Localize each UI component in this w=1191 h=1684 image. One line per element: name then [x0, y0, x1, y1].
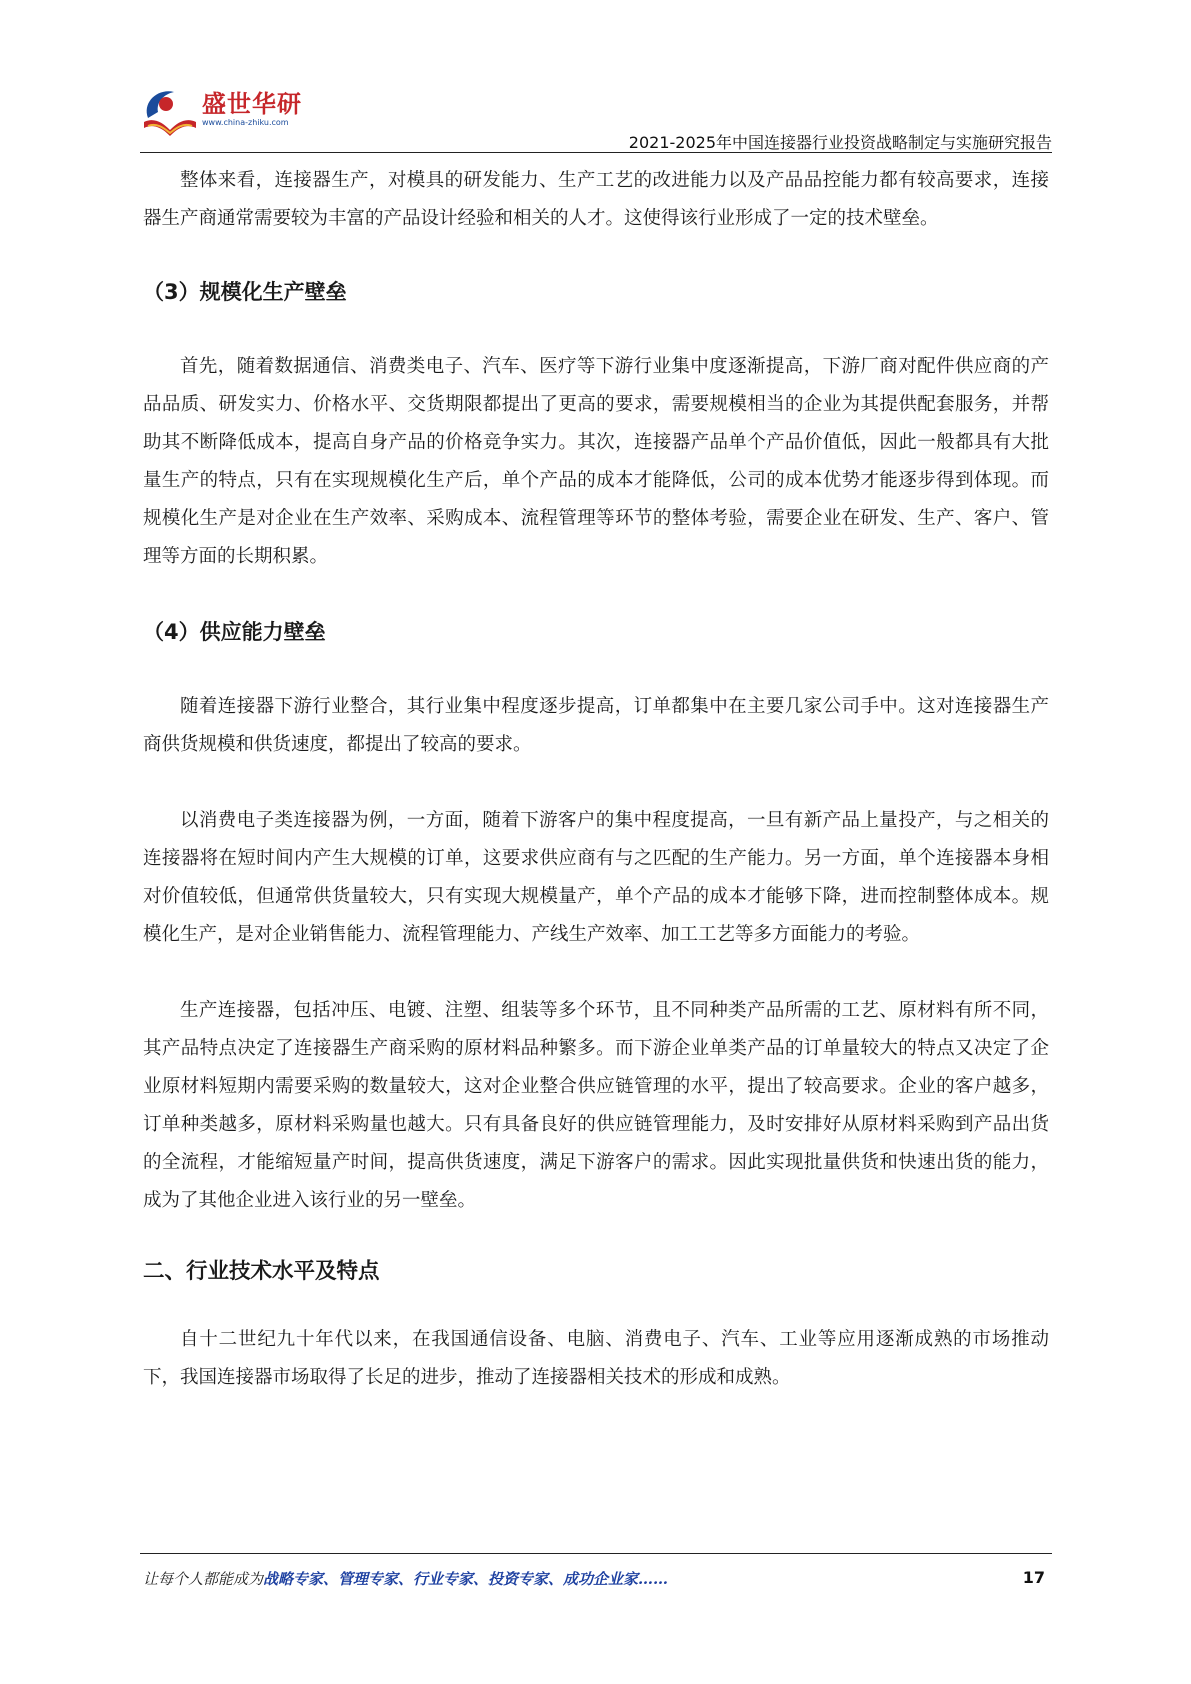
header-divider: [140, 152, 1052, 153]
company-logo: [140, 78, 320, 140]
footer-slogan-roles: 战略专家、管理专家、行业专家、投资专家、成功企业家……: [263, 1570, 669, 1588]
paragraph-overview: 整体来看，连接器生产，对模具的研发能力、生产工艺的改进能力以及产品品控能力都有较高要求，连接器生产商通常需要较为丰富的产品设计经验和相关的人才。这使得该行业形成了一定的技术壁垒。: [143, 170, 1049, 229]
paragraph-scale-barrier: 首先，随着数据通信、消费类电子、汽车、医疗等下游行业集中度逐渐提高，下游厂商对配件供应商的产品品质、研发实力、价格水平、交货期限都提出了更高的要求，需要规模相当的企业为其提供配套服务，并帮助其不断降低成本，提高自身产品的价格竞争实力。其次，连接器产品单个产品价值低，因此一般都具有大批量生产的特点，只有在实现规模化生产后，单个产品的成本才能降低，公司的成本优势才能逐步得到体现。而规模化生产是对企业在生产效率、采购成本、流程管理等环节的整体考验，需要企业在研发、生产、客户、管理等方面的长期积累。: [143, 356, 1049, 567]
paragraph-consumer-example: 以消费电子类连接器为例，一方面，随着下游客户的集中程度提高，一旦有新产品上量投产，与之相关的连接器将在短时间内产生大规模的订单，这要求供应商有与之匹配的生产能力。另一方面，单个连接器本身相对价值较低，但通常供货量较大，只有实现大规模量产，单个产品的成本才能够下降，进而控制整体成本。规模化生产，是对企业销售能力、流程管理能力、产线生产效率、加工工艺等多方面能力的考验。: [143, 810, 1049, 945]
page-footer: [143, 1568, 1049, 1598]
paragraph-procurement: 生产连接器，包括冲压、电镀、注塑、组装等多个环节，且不同种类产品所需的工艺、原材料有所不同，其产品特点决定了连接器生产商采购的原材料品种繁多。而下游企业单类产品的订单量较大的特点又决定了企业原材料短期内需要采购的数量较大，这对企业整合供应链管理的水平，提出了较高要求。企业的客户越多，订单种类越多，原材料采购量也越大。只有具备良好的供应链管理能力，及时安排好从原材料采购到产品出货的全流程，才能缩短量产时间，提高供货速度，满足下游客户的需求。因此实现批量供货和快速出货的能力，成为了其他企业进入该行业的另一壁垒。: [143, 1000, 1049, 1211]
logo-emblem-icon: [140, 82, 198, 140]
paragraph-tech-history: 自十二世纪九十年代以来，在我国通信设备、电脑、消费电子、汽车、工业等应用逐渐成熟的市场推动下，我国连接器市场取得了长足的进步，推动了连接器相关技术的形成和成熟。: [143, 1329, 1049, 1388]
heading-tech-level: 二、行业技术水平及特点: [143, 1259, 380, 1284]
logo-name: 盛世华研: [202, 90, 302, 118]
heading-supply-barrier: （4）供应能力壁垒: [143, 620, 326, 644]
heading-scale-barrier: （3）规模化生产壁垒: [143, 280, 347, 304]
page-number: 17: [1022, 1568, 1045, 1587]
paragraph-supply-intro: 随着连接器下游行业整合，其行业集中程度逐步提高，订单都集中在主要几家公司手中。这对连接器生产商供货规模和供货速度，都提出了较高的要求。: [143, 696, 1049, 755]
page-header: [140, 78, 1052, 152]
logo-url: www.china-zhiku.com: [202, 118, 289, 127]
footer-slogan-lead: 让每个人都能成为: [143, 1570, 264, 1588]
report-title: 2021-2025年中国连接器行业投资战略制定与实施研究报告: [628, 133, 1052, 152]
main-content: [143, 162, 1049, 1397]
footer-divider: [140, 1553, 1052, 1554]
